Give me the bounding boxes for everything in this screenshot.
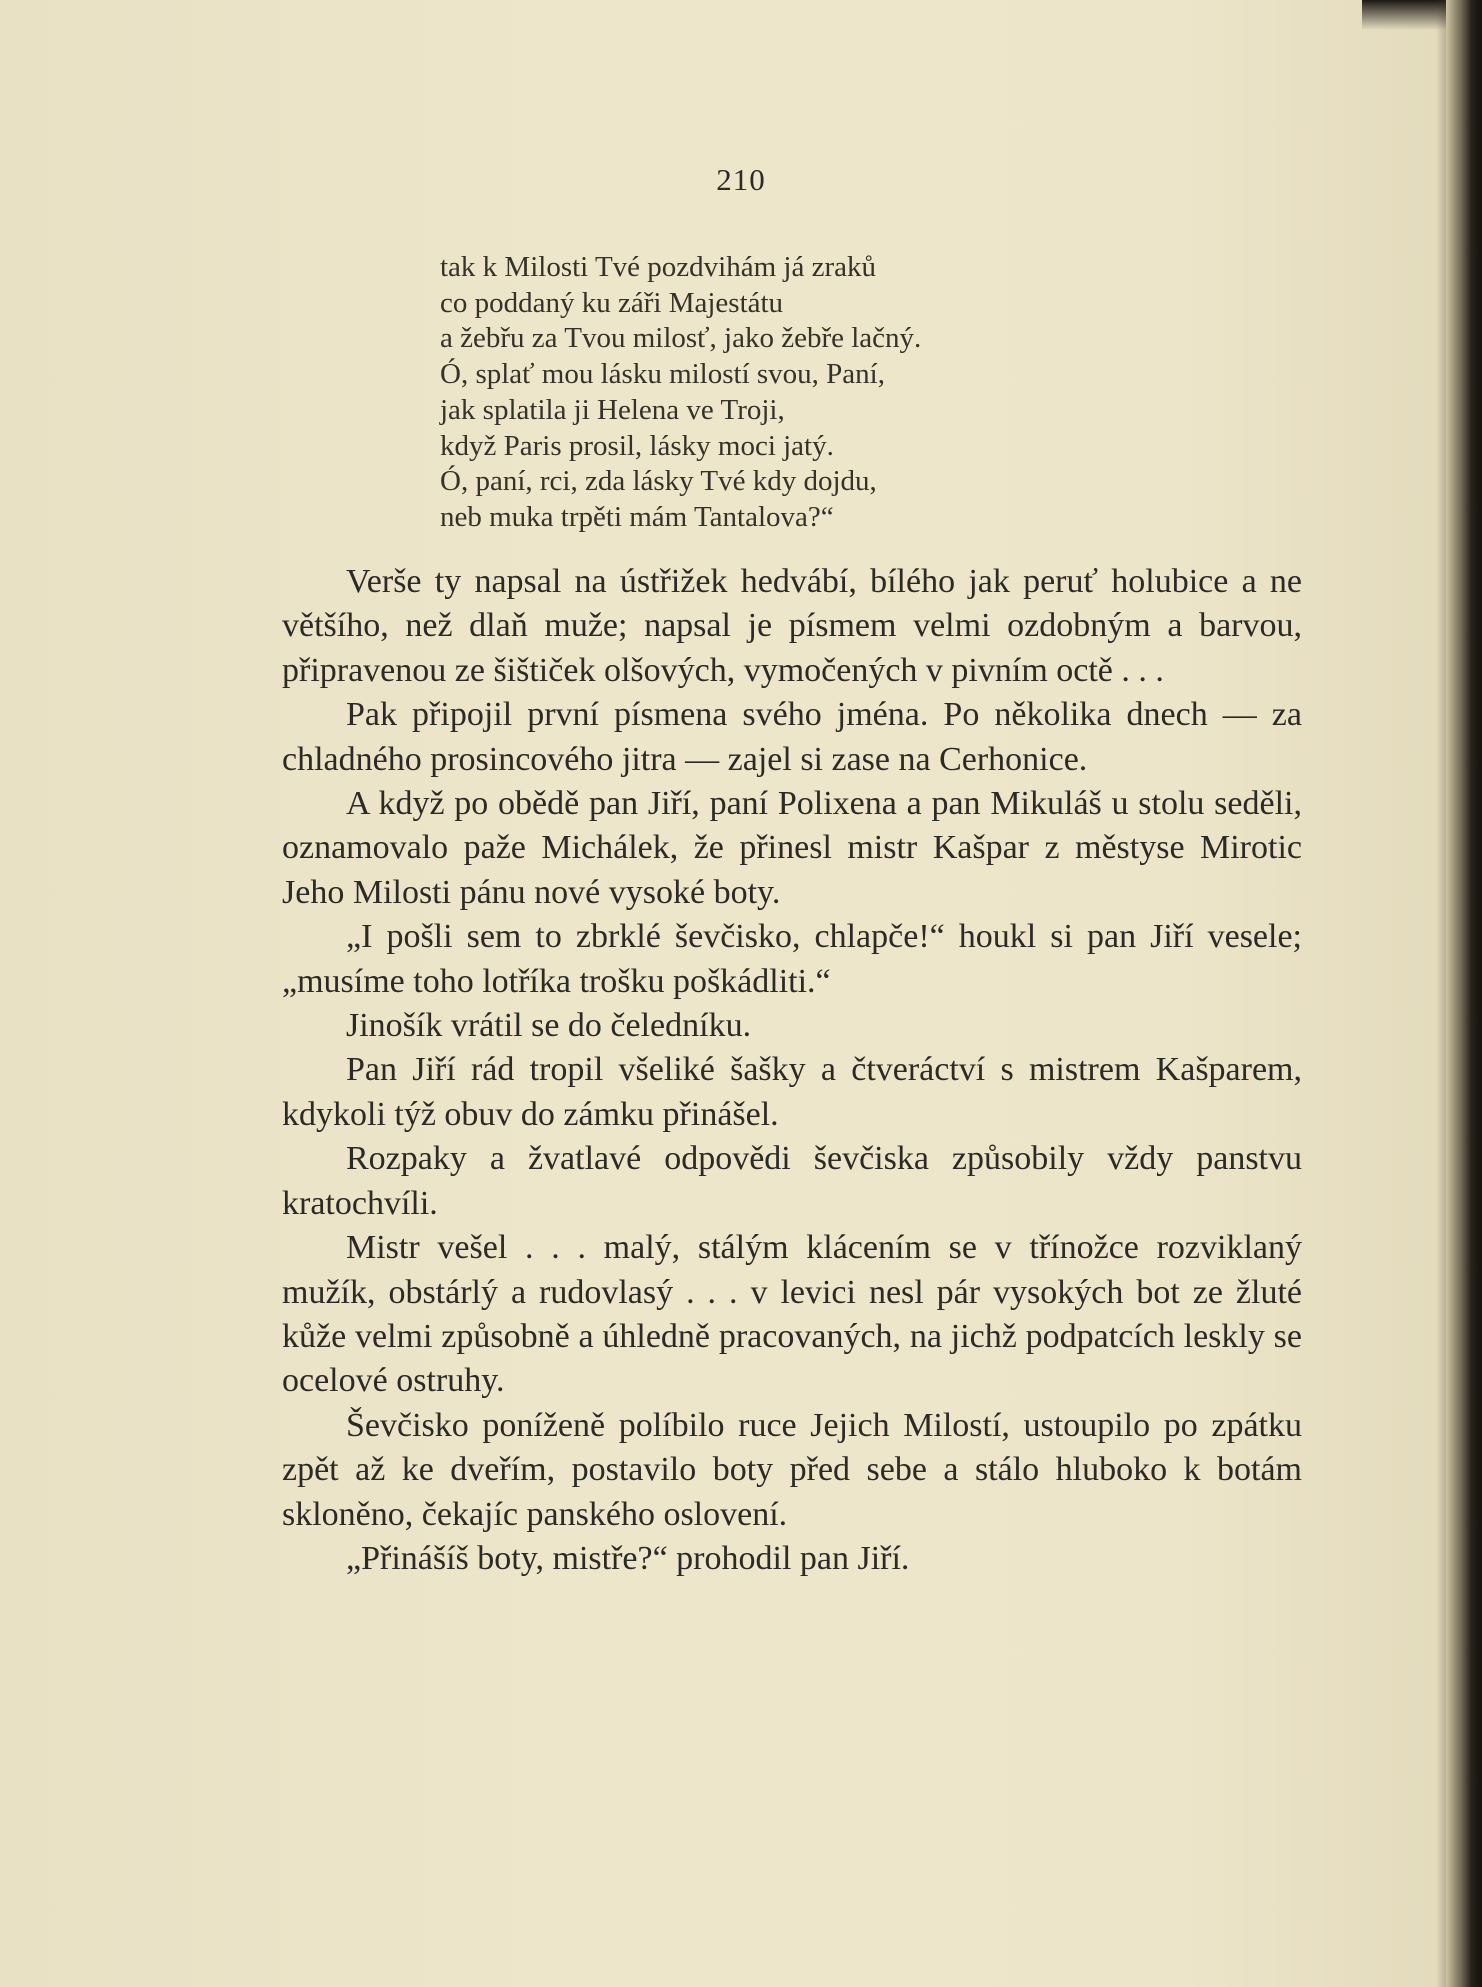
paragraph: Ševčisko poníženě políbilo ruce Jejich Milostí, ustoupilo po zpátku zpět až ke dveřím, postavilo boty před sebe a stálo hluboko k botám skloněno, čekajíc panského oslovení. <box>282 1406 1302 1533</box>
verse-line: co poddaný ku záři Majestátu <box>440 286 784 319</box>
verse-line: neb muka trpěti mám Tantalova?“ <box>440 500 834 533</box>
paragraph: Pan Jiří rád tropil všeliké šašky a čtveráctví s mistrem Kašparem, kdykoli týž obuv do zámku přinášel. <box>282 1051 1302 1133</box>
verse-line: tak k Milosti Tvé pozdvihám já zraků <box>440 251 876 283</box>
book-spine <box>1446 0 1482 1987</box>
verse-line: když Paris prosil, lásky moci jatý. <box>440 429 834 462</box>
paragraph: Verše ty napsal na ústřižek hedvábí, bílého jak peruť holubice a ne většího, než dlaň muže; napsal je písmem velmi ozdobným a barvou, připravenou ze šištiček olšových, vymočených v pivním octě . . . <box>282 563 1302 689</box>
verse-line: Ó, splať mou lásku milostí svou, Paní, <box>440 358 885 391</box>
paragraph: A když po obědě pan Jiří, paní Polixena a pan Mikuláš u stolu seděli, oznamovalo paže Michálek, že přinesl mistr Kašpar z městyse Mirotic Jeho Milosti pánu nové vysoké boty. <box>282 785 1302 911</box>
verse-block <box>440 250 1240 536</box>
paragraph: Rozpaky a žvatlavé odpovědi ševčiska způsobily vždy panstvu kratochvíli. <box>282 1140 1302 1222</box>
verse-line: jak splatila ji Helena ve Troji, <box>440 393 785 426</box>
paragraph: Jinošík vrátil se do čeledníku. <box>346 1007 752 1045</box>
page-number: 210 <box>716 162 766 197</box>
paragraph: Pak připojil první písmena svého jména. Po několika dnech — za chladného prosincového jitra — zajel si zase na Cerhonice. <box>282 696 1302 778</box>
paragraph: Mistr vešel . . . malý, stálým klácením se v třínožce rozviklaný mužík, obstárlý a rudovlasý . . . v levici nesl pár vysokých bot ze žluté kůže velmi způsobně a úhledně pracovaných, na jichž podpatcích leskly se ocelové ostruhy. <box>282 1229 1302 1400</box>
paragraph: „Přinášíš boty, mistře?“ prohodil pan Jiří. <box>346 1539 910 1577</box>
prose-block <box>282 560 1302 1581</box>
verse-line: Ó, paní, rci, zda lásky Tvé kdy dojdu, <box>440 465 877 498</box>
paragraph: „I pošli sem to zbrklé ševčisko, chlapče!“ houkl si pan Jiří vesele; „musíme toho lotříka trošku poškádliti.“ <box>282 918 1302 1000</box>
verse-line: a žebřu za Tvou milosť, jako žebře lačný. <box>440 322 922 355</box>
page-edge-shadow <box>1436 0 1446 1987</box>
